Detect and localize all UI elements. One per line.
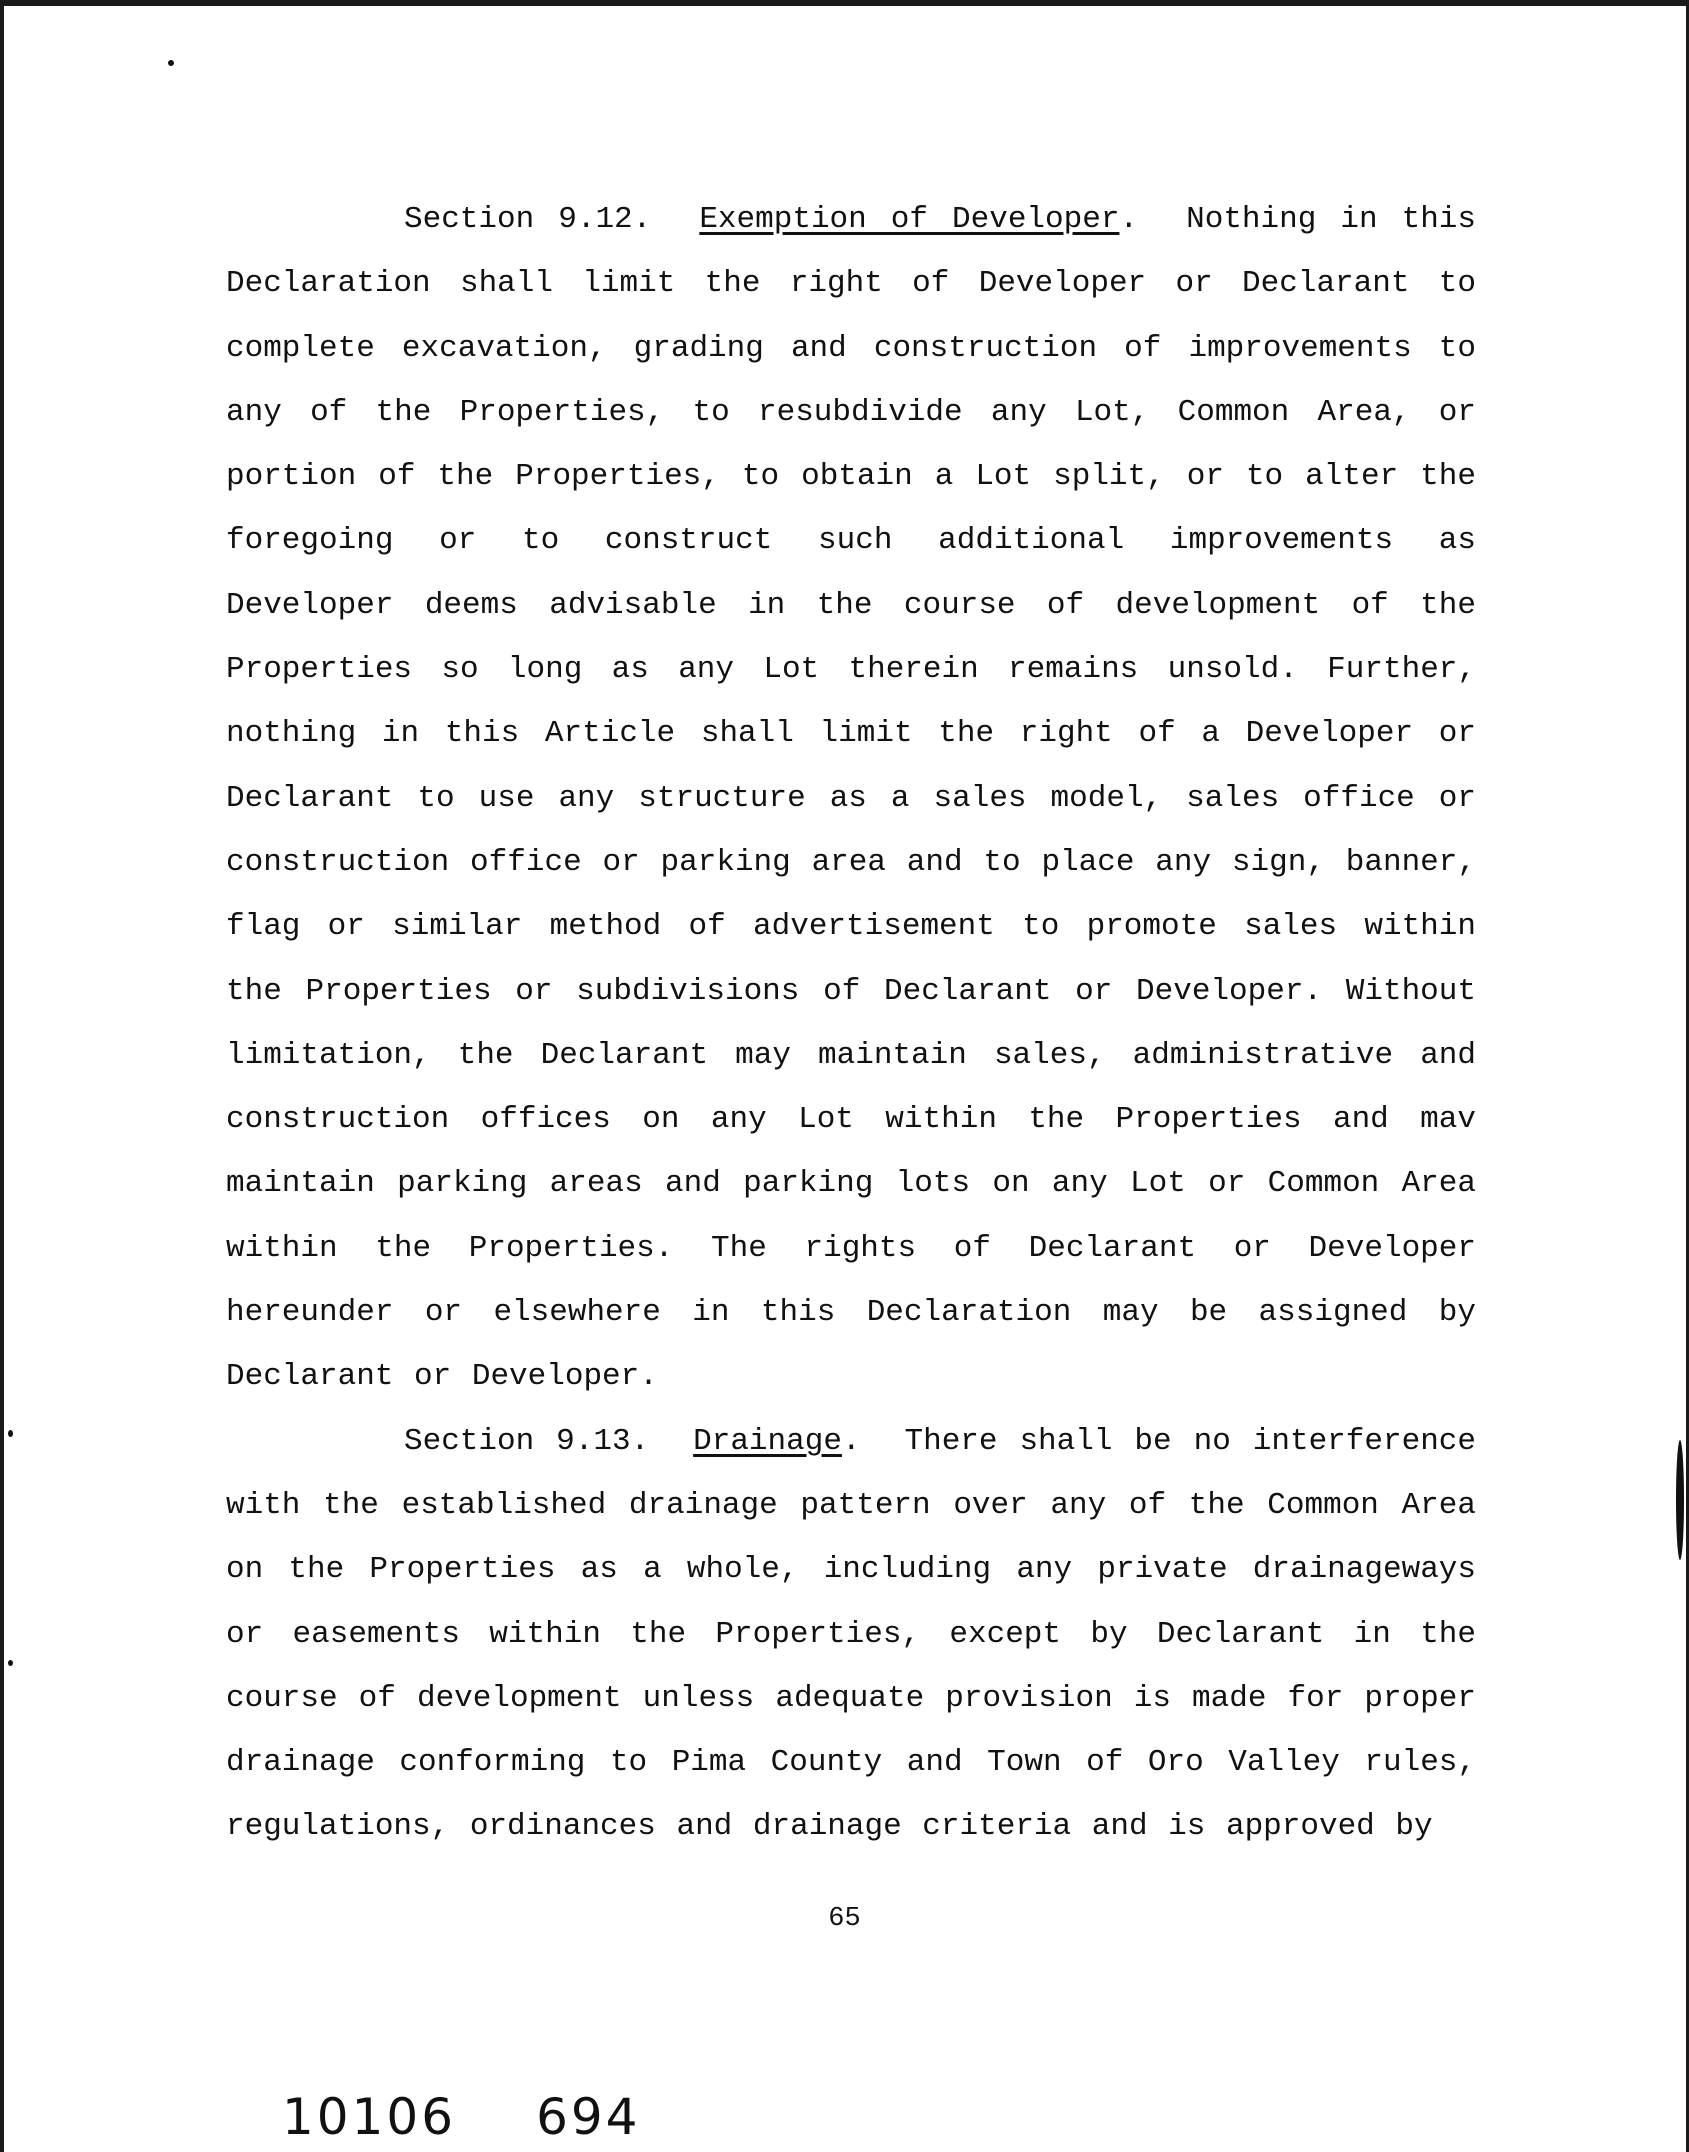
section-9-13-paragraph: Section 9.13. Drainage. There shall be no interference with the established drainage pattern over any of the Common Area on the Properties as a whole, including any private drainageways or easements within the Properties, except by Declarant in the course of development unless adequate provision is made for proper drainage conforming to Pima County and Town of Oro Valley rules, regulations, ordinances and drainage criteria and is approved by [226, 1423, 1476, 1845]
section-number: Section 9.13. [404, 1423, 650, 1459]
document-id-stamp [282, 2088, 721, 2146]
section-9-12-paragraph: Section 9.12. Exemption of Developer. Nothing in this Declaration shall limit the right of Developer or Declarant to complete excavation, grading and construction of improvements to any of the Properties, to resubdivide any Lot, Common Area, or portion of the Properties, to obtain a Lot split, or to alter the foregoing or to construct such additional improvements as Developer deems advisable in the course of development of the Properties so long as any Lot therein remains unsold. Further, nothing in this Article shall limit the right of a Developer or Declarant to use any structure as a sales model, sales office or construction office or parking area and to place any sign, banner, flag or similar method of advertisement to promote sales within the Properties or subdivisions of Declarant or Developer. Without limitation, the Declarant may maintain sales, administrative and construction offices on any Lot within the Properties and mav maintain parking areas and parking lots on any Lot or Common Area within the Properties. The rights of Declarant or Developer hereunder or elsewhere in this Declaration may be assigned by Declarant or Developer. [226, 202, 1476, 1395]
scan-speck [8, 1660, 13, 1666]
document-page-number: 694 [536, 2088, 641, 2146]
scan-edge-top [0, 0, 1689, 6]
page-number: 65 [828, 1904, 861, 1934]
section-heading: Drainage [693, 1423, 842, 1459]
section-body: There shall be no interference with the established drainage pattern over any of the Common Area on the Properties as a whole, including any private drainageways or easements within the Properties, except by Declarant in the course of development unless adequate provision is made for proper drainage conforming to Pima County and Town of Oro Valley rules, regulations, ordinances and drainage criteria and is approved by [226, 1423, 1476, 1845]
scan-speck [168, 60, 174, 66]
scan-speck [1676, 1440, 1684, 1560]
scan-speck [8, 1430, 13, 1437]
section-number: Section 9.12. [404, 202, 652, 237]
section-heading: Exemption of Developer [699, 202, 1120, 237]
scan-edge-left [0, 0, 4, 2152]
document-body [226, 188, 1476, 1860]
document-book-number: 10106 [282, 2088, 457, 2146]
section-body: Nothing in this Declaration shall limit the right of Developer or Declarant to complete excavation, grading and construction of improvements to any of the Properties, to resubdivide any Lot, Common Area, or portion of the Properties, to obtain a Lot split, or to alter the foregoing or to construct such additional improvements as Developer deems advisable in the course of development of the Properties so long as any Lot therein remains unsold. Further, nothing in this Article shall limit the right of a Developer or Declarant to use any structure as a sales model, sales office or construction office or parking area and to place any sign, banner, flag or similar method of advertisement to promote sales within the Properties or subdivisions of Declarant or Developer. Without limitation, the Declarant may maintain sales, administrative and construction offices on any Lot within the Properties and mav maintain parking areas and parking lots on any Lot or Common Area within the Properties. The rights of Declarant or Developer hereunder or elsewhere in this Declaration may be assigned by Declarant or Developer. [226, 202, 1476, 1395]
